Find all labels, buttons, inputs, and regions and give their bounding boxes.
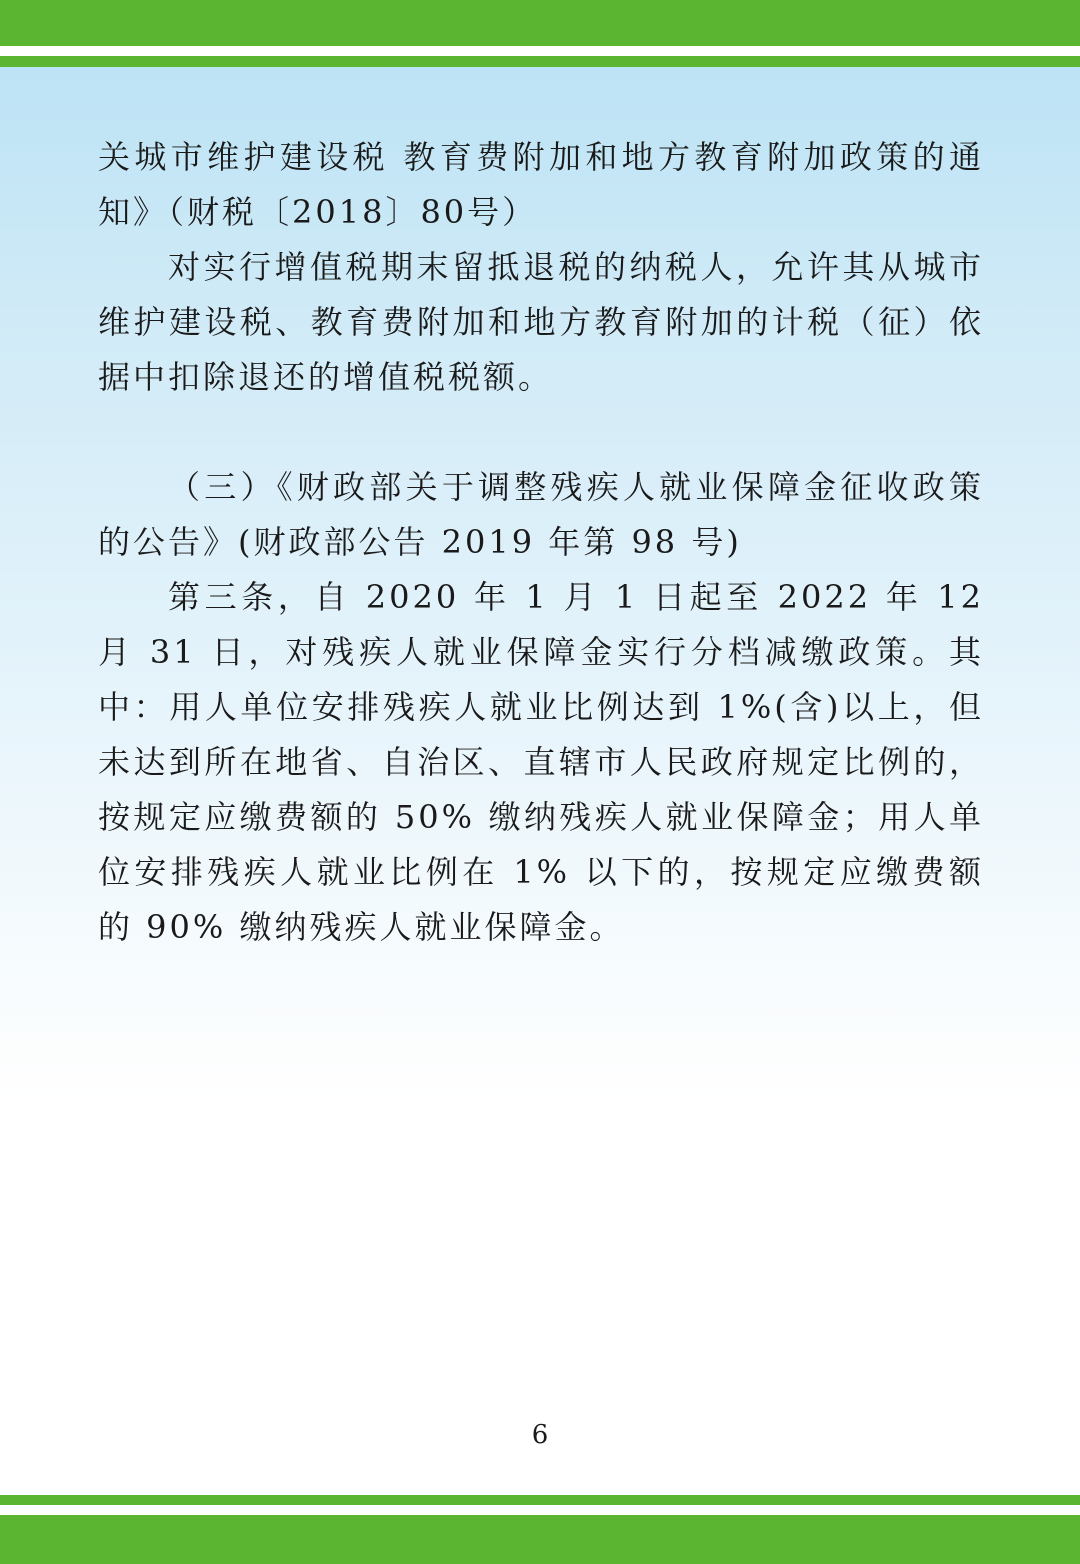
paragraph-article-three: 第三条，自 2020 年 1 月 1 日起至 2022 年 12 月 31 日，对残疾人就业保障金实行分档减缴政策。其中：用人单位安排残疾人就业比例达到 1%(含)以上，但未达到所在地省、自治区、直辖市人民政府规定比例的，按规定应缴费额的 50% 缴纳残疾人就业保障金；用人单位安排残疾人就业比例在 1% 以下的，按规定应缴费额的 90% 缴纳残疾人就业保障金。 bbox=[98, 578, 984, 946]
top-white-stripe bbox=[0, 46, 1080, 56]
bottom-thin-green-stripe bbox=[0, 1495, 1080, 1505]
paragraph-gap bbox=[98, 405, 984, 460]
paragraph-policy-title-continued: 关城市维护建设税 教育费附加和地方教育附加政策的通知》（财税〔2018〕80号） bbox=[98, 138, 984, 231]
bottom-green-band bbox=[0, 1515, 1080, 1564]
page-number: 6 bbox=[531, 1420, 549, 1450]
document-body bbox=[98, 130, 984, 955]
top-green-band bbox=[0, 0, 1080, 46]
section-heading-three: （三）《财政部关于调整残疾人就业保障金征收政策的公告》(财政部公告 2019 年第 98 号) bbox=[98, 468, 984, 561]
bottom-white-stripe bbox=[0, 1505, 1080, 1515]
paragraph-vat-refund-deduction: 对实行增值税期末留抵退税的纳税人，允许其从城市维护建设税、教育费附加和地方教育附加的计税（征）依据中扣除退还的增值税税额。 bbox=[98, 248, 984, 396]
top-thin-green-stripe bbox=[0, 56, 1080, 67]
